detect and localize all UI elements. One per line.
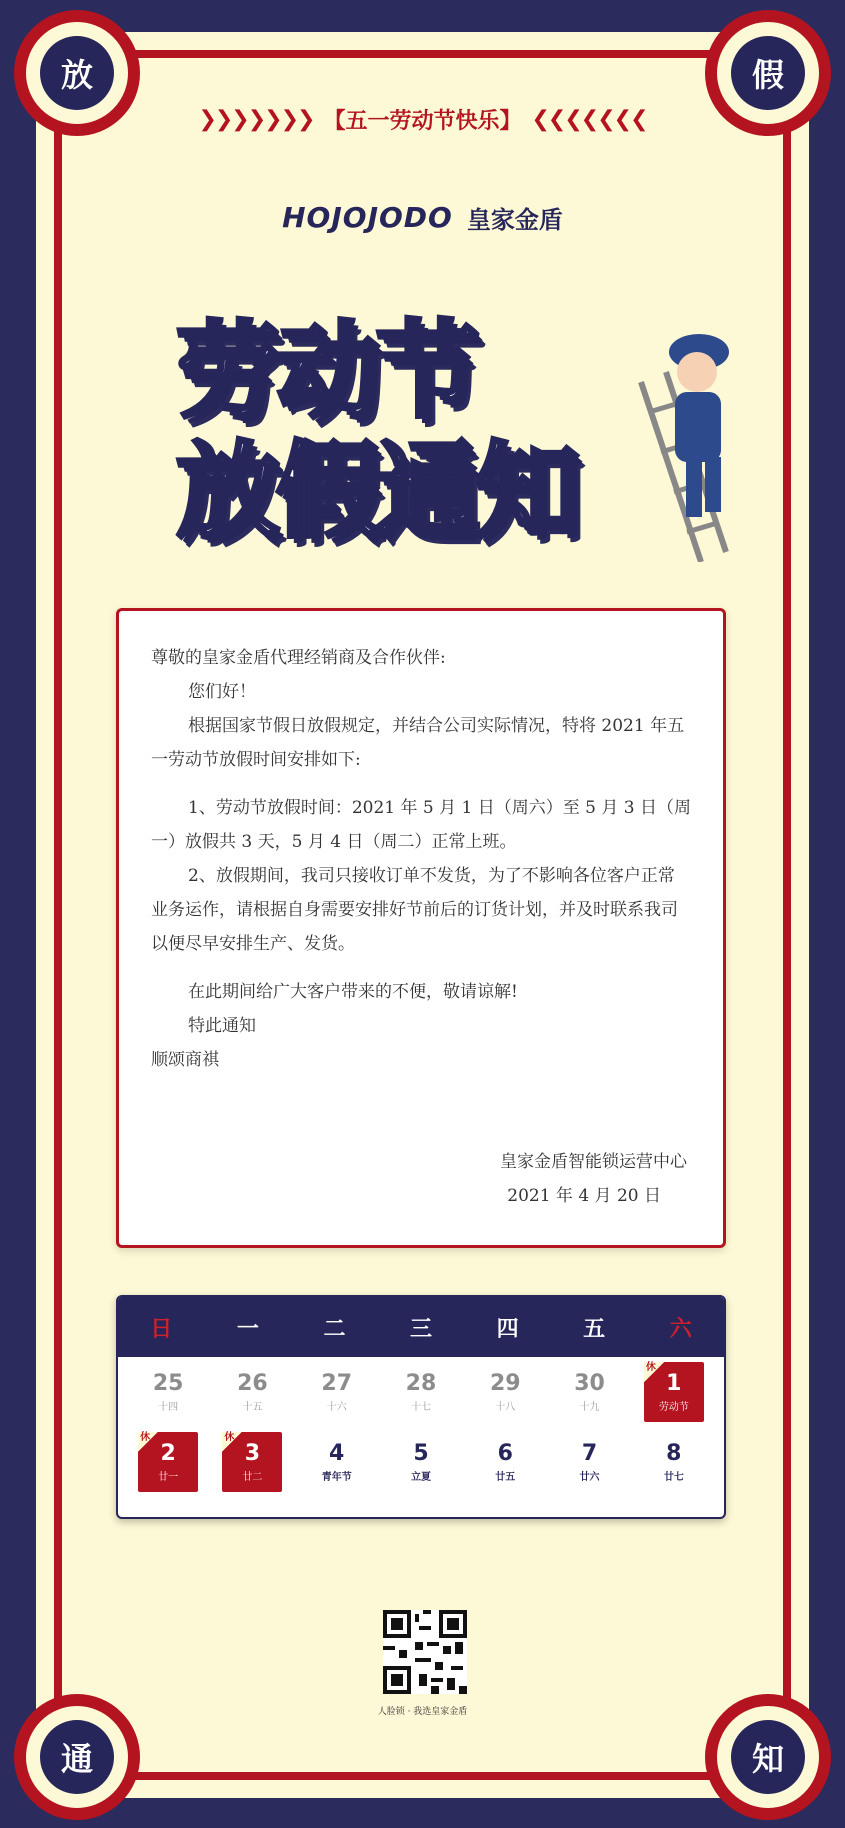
chevrons-right-icon: ❮❮❮❮❮❮❮ — [531, 107, 647, 132]
weekday-mon: 一 — [236, 1316, 259, 1342]
holiday-mark: 休 — [222, 1432, 242, 1452]
notice-special: 特此通知 — [188, 1016, 256, 1036]
calendar-day: 4 青年节 — [321, 1440, 352, 1483]
notice-item-1: 1、劳动节放假时间：2021 年 5 月 1 日（周六）至 5 月 3 日（周一）放假共 3 天，5 月 4 日（周二）正常上班。 — [151, 798, 691, 852]
weekday-thu: 四 — [496, 1316, 519, 1342]
brand-logo: HOJOJODO — [282, 201, 453, 234]
calendar-day: 6 廿五 — [495, 1440, 516, 1483]
corner-char: 通 — [40, 1720, 114, 1794]
hero-title — [166, 287, 746, 617]
notice-intro: 根据国家节假日放假规定，并结合公司实际情况，特将 2021 年五一劳动节放假时间安排如下: — [151, 716, 685, 770]
brand — [36, 200, 809, 235]
weekday-sat: 六 — [669, 1316, 692, 1342]
poster — [36, 32, 809, 1798]
calendar-day-holiday: 休 3 廿二 — [210, 1432, 294, 1492]
calendar-week-2 — [118, 1427, 724, 1497]
banner-text: 【五一劳动节快乐】 — [323, 109, 522, 134]
calendar-day: 25 十四 — [152, 1370, 184, 1413]
calendar-weekdays — [118, 1297, 724, 1357]
hero-title-line1: 劳动节 — [176, 310, 477, 432]
calendar-day: 26 十五 — [237, 1370, 268, 1413]
holiday-mark: 休 — [138, 1432, 158, 1452]
notice-greeting: 尊敬的皇家金盾代理经销商及合作伙伴: — [151, 648, 446, 668]
holiday-mark: 休 — [644, 1362, 664, 1382]
calendar-day: 7 廿六 — [579, 1440, 600, 1483]
qr-caption: 人脸锁 · 我选皇家金盾 — [377, 1707, 468, 1717]
notice-closing: 顺颂商祺 — [151, 1050, 219, 1070]
calendar-day: 8 廿七 — [663, 1440, 684, 1483]
notice-hello: 您们好！ — [188, 682, 256, 702]
notice-card — [116, 608, 726, 1248]
calendar-day: 5 立夏 — [410, 1440, 431, 1483]
calendar-day: 30 十九 — [574, 1370, 605, 1413]
calendar-day: 28 十七 — [405, 1370, 437, 1413]
notice-date: 2021 年 4 月 20 日 — [507, 1186, 661, 1206]
notice-apology: 在此期间给广大客户带来的不便，敬请谅解! — [188, 982, 518, 1002]
calendar-day: 27 十六 — [321, 1370, 353, 1413]
corner-char: 放 — [40, 36, 114, 110]
weekday-fri: 五 — [583, 1316, 606, 1342]
brand-name: 皇家金盾 — [466, 206, 563, 234]
hero-title-line2: 放假通知 — [176, 430, 577, 552]
calendar-day: 29 十八 — [489, 1370, 521, 1413]
chevrons-left-icon: ❯❯❯❯❯❯❯ — [198, 107, 314, 132]
calendar-week-1 — [118, 1357, 724, 1427]
weekday-sun: 日 — [150, 1316, 173, 1342]
weekday-wed: 三 — [410, 1316, 433, 1342]
corner-char: 假 — [731, 36, 805, 110]
notice-item-2: 2、放假期间，我司只接收订单不发货，为了不影响各位客户正常业务运作，请根据自身需要安排好节前后的订货计划，并及时联系我司以便尽早安排生产、发货。 — [151, 866, 678, 954]
calendar-day-holiday: 休 2 廿一 — [126, 1432, 210, 1492]
notice-signature: 皇家金盾智能锁运营中心 — [500, 1152, 687, 1172]
corner-char: 知 — [731, 1720, 805, 1794]
holiday-banner — [36, 104, 809, 135]
may-calendar — [116, 1295, 726, 1519]
qr-code-icon[interactable] — [383, 1610, 467, 1694]
worker-illustration — [631, 322, 751, 562]
weekday-tue: 二 — [323, 1316, 346, 1342]
calendar-day-holiday: 休 1 劳动节 — [632, 1362, 716, 1422]
